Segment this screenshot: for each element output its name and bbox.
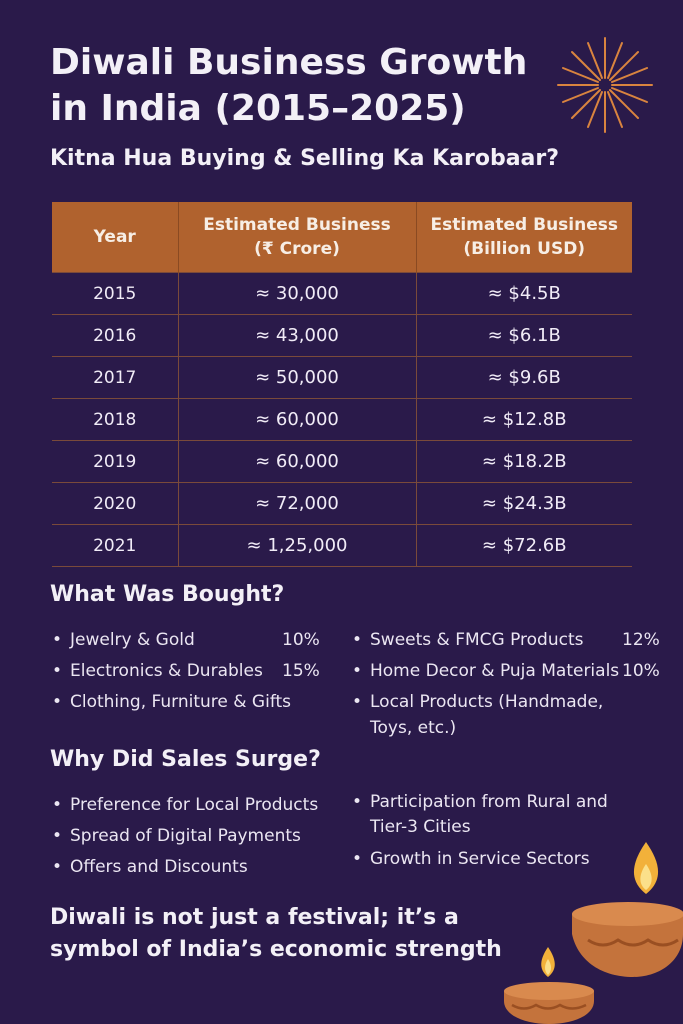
inr-cell: ≈ 72,000 <box>178 483 416 525</box>
inr-cell: ≈ 30,000 <box>178 273 416 315</box>
item-label: Home Decor & Puja Materials <box>370 661 620 681</box>
item-label: Clothing, Furniture & Gifts <box>70 692 292 712</box>
list-item: • Spread of Digital Payments <box>50 821 350 852</box>
table-header-row <box>52 202 632 273</box>
item-percent: 10% <box>282 630 320 650</box>
year-cell: 2018 <box>52 399 178 441</box>
item-percent: 15% <box>282 661 320 681</box>
inr-cell: ≈ 1,25,000 <box>178 525 416 567</box>
inr-cell: ≈ 60,000 <box>178 441 416 483</box>
firework-icon <box>550 30 660 140</box>
page-subtitle: Kitna Hua Buying & Selling Ka Karobaar? <box>50 146 559 171</box>
list-item: • Participation from Rural and Tier-3 Cities <box>350 790 620 840</box>
bought-list-left <box>50 625 322 718</box>
inr-cell: ≈ 50,000 <box>178 357 416 399</box>
item-label: Local Products (Handmade, Toys, etc.) <box>370 692 604 738</box>
usd-cell: ≈ $12.8B <box>416 399 632 441</box>
diya-lamp-icon <box>500 945 600 1024</box>
inr-cell: ≈ 43,000 <box>178 315 416 357</box>
table-row <box>52 315 632 357</box>
table-row <box>52 483 632 525</box>
closing-statement: Diwali is not just a festival; it’s a symbol of India’s economic strength <box>50 905 502 962</box>
list-item: • Preference for Local Products <box>50 790 350 821</box>
list-item <box>350 656 668 687</box>
table-row <box>52 399 632 441</box>
year-cell: 2017 <box>52 357 178 399</box>
usd-cell: ≈ $72.6B <box>416 525 632 567</box>
bought-list-right <box>350 625 668 741</box>
table-row <box>52 525 632 567</box>
item-label: Jewelry & Gold <box>70 630 195 650</box>
usd-cell: ≈ $24.3B <box>416 483 632 525</box>
table-row <box>52 441 632 483</box>
business-table <box>52 202 632 567</box>
table-row <box>52 357 632 399</box>
item-percent: 12% <box>622 630 660 650</box>
header-inr: Estimated Business (₹ Crore) <box>178 202 416 273</box>
surge-heading: Why Did Sales Surge? <box>50 747 321 772</box>
list-item <box>50 687 322 718</box>
usd-cell: ≈ $4.5B <box>416 273 632 315</box>
header-year: Year <box>52 202 178 273</box>
usd-cell: ≈ $9.6B <box>416 357 632 399</box>
list-item: • Growth in Service Sectors <box>350 844 620 875</box>
list-item <box>50 625 322 656</box>
surge-list-left <box>50 790 350 883</box>
page-title: Diwali Business Growth in India (2015–2025) <box>50 42 528 129</box>
year-cell: 2015 <box>52 273 178 315</box>
year-cell: 2020 <box>52 483 178 525</box>
bought-heading: What Was Bought? <box>50 582 285 607</box>
list-item <box>350 625 668 656</box>
item-percent: 10% <box>622 661 660 681</box>
list-item <box>350 689 630 741</box>
list-item <box>50 656 322 687</box>
year-cell: 2021 <box>52 525 178 567</box>
inr-cell: ≈ 60,000 <box>178 399 416 441</box>
item-label: Electronics & Durables <box>70 661 263 681</box>
usd-cell: ≈ $18.2B <box>416 441 632 483</box>
year-cell: 2016 <box>52 315 178 357</box>
header-usd: Estimated Business (Billion USD) <box>416 202 632 273</box>
usd-cell: ≈ $6.1B <box>416 315 632 357</box>
item-label: Sweets & FMCG Products <box>370 630 584 650</box>
table-row <box>52 273 632 315</box>
list-item: • Offers and Discounts <box>50 852 350 883</box>
year-cell: 2019 <box>52 441 178 483</box>
